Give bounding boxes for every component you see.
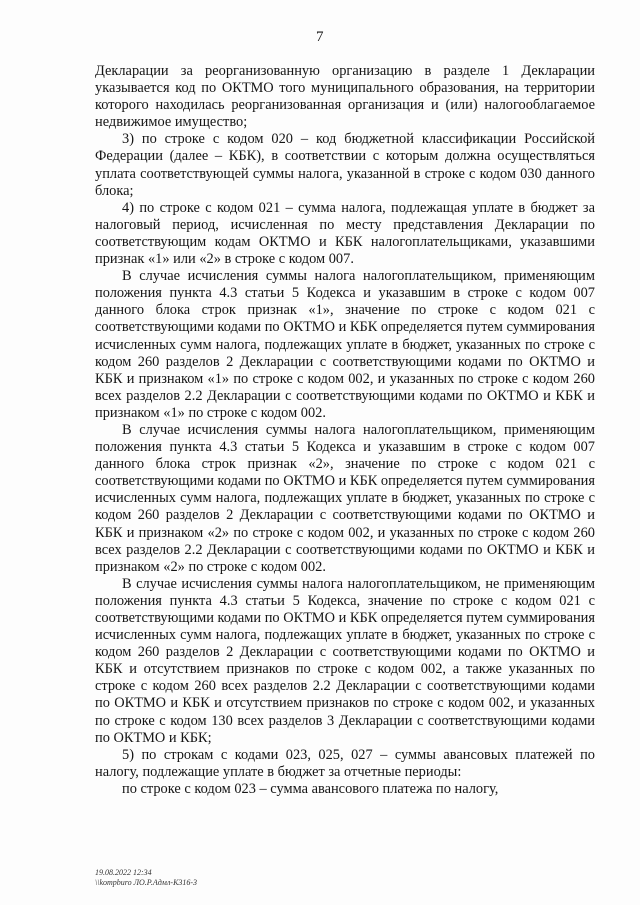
- paragraph-item-5: 5) по строкам с кодами 023, 025, 027 – суммы авансовых платежей по налогу, подлежащие уплате в бюджет за отчетные периоды:: [95, 746, 595, 780]
- footer-path: \\kompburo ЛО.Р.Адмл-К316-3: [95, 878, 198, 887]
- page-number: 7: [316, 29, 324, 45]
- paragraph-case-sign-2: В случае исчисления суммы налога налогоплательщиком, применяющим положения пункта 4.3 статьи 5 Кодекса и указавшим в строке с кодом 007 данного блока строк признак «2», значение по строке с кодом 021 с соответствующими кодами по ОКТМО и КБК определяется путем суммирования исчисленных сумм налога, подлежащих уплате в бюджет, указанных по строке с кодом 260 разделов 2 Декларации с соответствующими кодами по ОКТМО и КБК и признаком «2» по строке с кодом 002, и указанных по строке с кодом 260 всех разделов 2.2 Декларации с соответствующими кодами по ОКТМО и КБК и признаком «2» по строке с кодом 002.: [95, 421, 595, 575]
- document-footer: [95, 868, 197, 888]
- paragraph-item-4: 4) по строке с кодом 021 – сумма налога, подлежащая уплате в бюджет за налоговый период, исчисленная по месту представления Декларации по соответствующим кодам ОКТМО и КБК налогоплательщиками, указавшими признак «1» или «2» в строке с кодом 007.: [95, 199, 595, 268]
- paragraph-case-sign-1: В случае исчисления суммы налога налогоплательщиком, применяющим положения пункта 4.3 статьи 5 Кодекса и указавшим в строке с кодом 007 данного блока строк признак «1», значение по строке с кодом 021 с соответствующими кодами по ОКТМО и КБК определяется путем суммирования исчисленных сумм налога, подлежащих уплате в бюджет, указанных по строке с кодом 260 разделов 2 Декларации с соответствующими кодами по ОКТМО и КБК и признаком «1» по строке с кодом 002, и указанных по строке с кодом 260 всех разделов 2.2 Декларации с соответствующими кодами по ОКТМО и КБК и признаком «1» по строке с кодом 002.: [95, 268, 595, 421]
- paragraph-line-023: по строке с кодом 023 – сумма авансового платежа по налогу,: [122, 780, 499, 797]
- paragraph-continuation: Декларации за реорганизованную организацию в разделе 1 Декларации указывается код по ОКТМО того муниципального образования, на территории которого находилась реорганизованная организация и (или) налогооблагаемое недвижимое имущество;: [95, 63, 595, 131]
- paragraph-case-no-sign: В случае исчисления суммы налога налогоплательщиком, не применяющим положения пункта 4.3 статьи 5 Кодекса, значение по строке с кодом 021 с соответствующими кодами по ОКТМО и КБК определяется путем суммирования исчисленных сумм налога, подлежащих уплате в бюджет, указанных по строке с кодом 260 разделов 2 Декларации с соответствующими кодами по ОКТМО и КБК и отсутствием признаков по строке с кодом 002, а также указанных по строке с кодом 260 всех разделов 2.2 Декларации с соответствующими кодами по ОКТМО и КБК и отсутствием признаков по строке с кодом 002, и указанных по строке с кодом 130 всех разделов 3 Декларации с соответствующими кодами по ОКТМО и КБК;: [95, 575, 595, 746]
- paragraph-item-3: 3) по строке с кодом 020 – код бюджетной классификации Российской Федерации (далее – КБК), в соответствии с которым должна осуществляться уплата соответствующей суммы налога, указанной в строке с кодом 030 данного блока;: [95, 131, 595, 199]
- document-body: [95, 63, 595, 798]
- footer-date: 19.08.2022 12:34: [95, 868, 152, 877]
